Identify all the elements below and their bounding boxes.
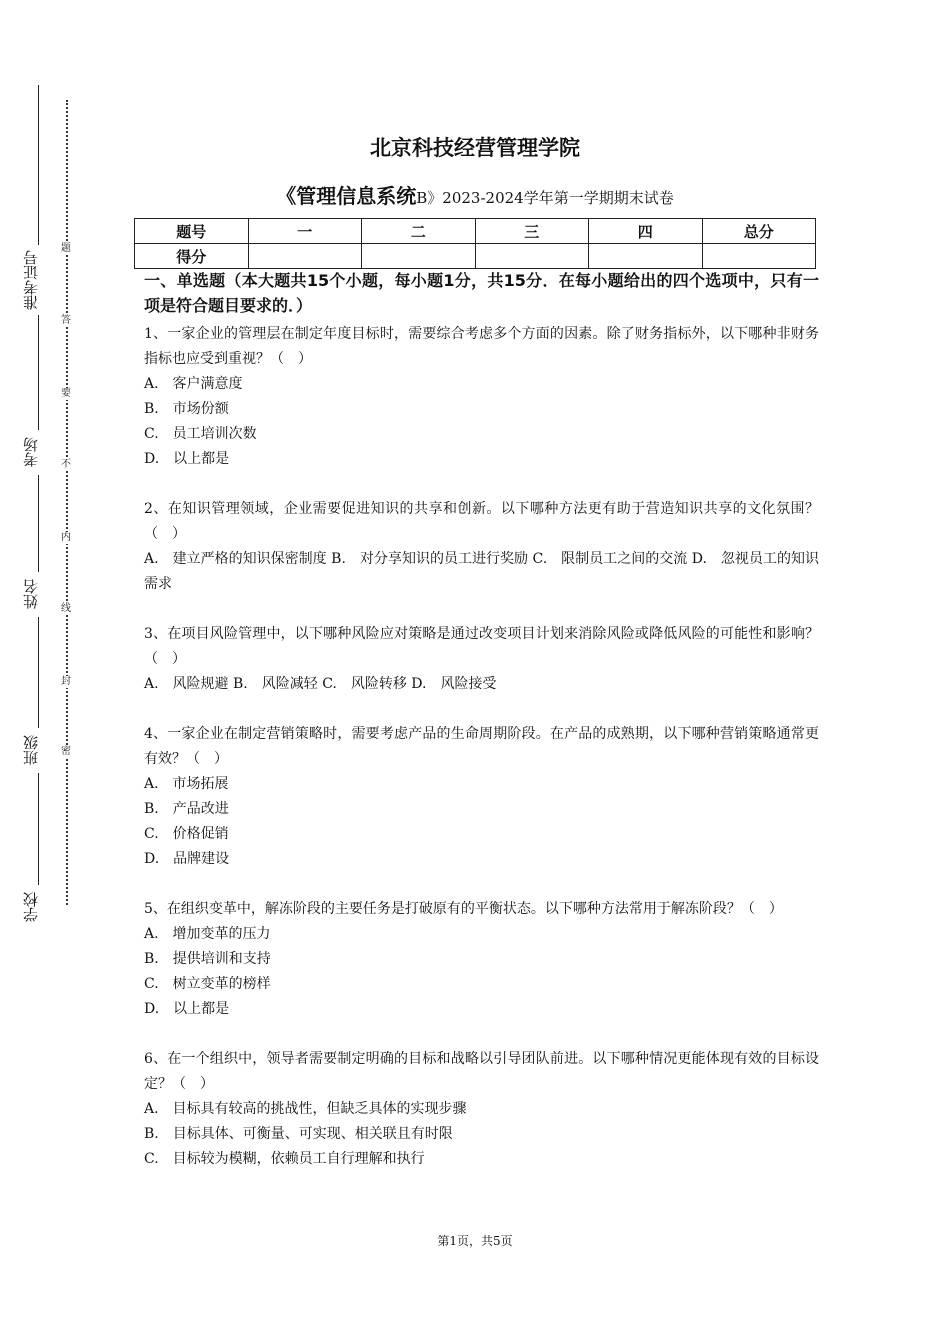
score-table-score-row <box>135 244 816 269</box>
score-cell <box>475 244 589 269</box>
option-d: D. 以上都是 <box>144 1001 230 1017</box>
option-b: B. 目标具体、可衡量、可实现、相关联且有时限 <box>144 1126 453 1142</box>
score-table <box>134 218 816 269</box>
score-header-cell: 三 <box>475 219 589 244</box>
score-cell <box>362 244 476 269</box>
school-label: 学校 <box>16 885 46 930</box>
page-footer: 第1页，共5页 <box>437 1234 513 1248</box>
seal-dotted-line <box>66 100 68 905</box>
exam-number-label: 准考证号 <box>16 245 46 315</box>
score-header-cell: 四 <box>589 219 703 244</box>
score-header-cell: 二 <box>362 219 476 244</box>
option-c: C. 价格促销 <box>144 826 229 842</box>
option-b: B. 市场份额 <box>144 401 229 417</box>
score-cell <box>589 244 703 269</box>
seal-char: 题 <box>58 243 74 255</box>
binding-line <box>38 85 39 925</box>
seal-char: 内 <box>58 532 74 544</box>
question-1 <box>144 322 819 472</box>
exam-title <box>0 180 950 209</box>
option-a: A. 目标具有较高的挑战性，但缺乏具体的实现步骤 <box>144 1101 467 1117</box>
score-cell <box>248 244 362 269</box>
score-row-label: 得分 <box>135 244 249 269</box>
section-heading: 一、单选题（本大题共15个小题，每小题1分，共15分．在每小题给出的四个选项中，只有一项是符合题目要求的．） <box>144 271 819 315</box>
question-2 <box>144 497 819 597</box>
score-header-cell: 一 <box>248 219 362 244</box>
school-title: 北京科技经营管理学院 <box>370 136 580 160</box>
question-stem: 5、在组织变革中，解冻阶段的主要任务是打破原有的平衡状态。以下哪种方法常用于解冻阶段？（ ） <box>144 901 783 917</box>
seal-char: 要 <box>58 388 74 400</box>
question-stem: 6、在一个组织中，领导者需要制定明确的目标和战略以引导团队前进。以下哪种情况更能体现有效的目标设定？（ ） <box>144 1051 819 1092</box>
question-stem: 3、在项目风险管理中，以下哪种风险应对策略是通过改变项目计划来消除风险或降低风险的可能性和影响？（ ） <box>144 626 819 667</box>
seal-char: 封 <box>58 676 74 688</box>
seal-char: 不 <box>58 459 74 471</box>
option-c: C. 树立变革的榜样 <box>144 976 271 992</box>
options-inline: A. 风险规避 B. 风险减轻 C. 风险转移 D. 风险接受 <box>144 676 497 692</box>
option-c: C. 目标较为模糊，依赖员工自行理解和执行 <box>144 1151 425 1167</box>
exam-room-label: 考场 <box>16 430 46 475</box>
question-stem: 1、一家企业的管理层在制定年度目标时，需要综合考虑多个方面的因素。除了财务指标外，以下哪种非财务指标也应受到重视？（ ） <box>144 326 819 367</box>
class-label: 班级 <box>16 728 46 773</box>
option-a: A. 市场拓展 <box>144 776 229 792</box>
score-table-header-row <box>135 219 816 244</box>
course-name: 《管理信息系统 <box>276 184 417 208</box>
score-header-cell: 题号 <box>135 219 249 244</box>
exam-title-suffix: B》2023-2024学年第一学期期末试卷 <box>416 189 674 207</box>
question-6 <box>144 1047 819 1172</box>
exam-content <box>144 268 819 1172</box>
question-stem: 4、一家企业在制定营销策略时，需要考虑产品的生命周期阶段。在产品的成熟期，以下哪种营销策略通常更有效？（ ） <box>144 726 819 767</box>
option-d: D. 以上都是 <box>144 451 230 467</box>
seal-char: 密 <box>58 746 74 758</box>
question-5 <box>144 897 819 1022</box>
name-label: 姓名 <box>16 572 46 617</box>
seal-char: 答 <box>58 315 74 327</box>
question-3 <box>144 622 819 697</box>
option-c: C. 员工培训次数 <box>144 426 257 442</box>
score-cell <box>702 244 816 269</box>
option-a: A. 增加变革的压力 <box>144 926 271 942</box>
seal-char: 线 <box>58 603 74 615</box>
question-stem: 2、在知识管理领域，企业需要促进知识的共享和创新。以下哪种方法更有助于营造知识共享的文化氛围？（ ） <box>144 501 819 542</box>
options-inline: A. 建立严格的知识保密制度 B. 对分享知识的员工进行奖励 C. 限制员工之间的交流 D. 忽视员工的知识需求 <box>144 551 819 592</box>
question-4 <box>144 722 819 872</box>
option-a: A. 客户满意度 <box>144 376 243 392</box>
option-b: B. 提供培训和支持 <box>144 951 271 967</box>
option-d: D. 品牌建设 <box>144 851 230 867</box>
option-b: B. 产品改进 <box>144 801 229 817</box>
score-header-cell: 总分 <box>702 219 816 244</box>
